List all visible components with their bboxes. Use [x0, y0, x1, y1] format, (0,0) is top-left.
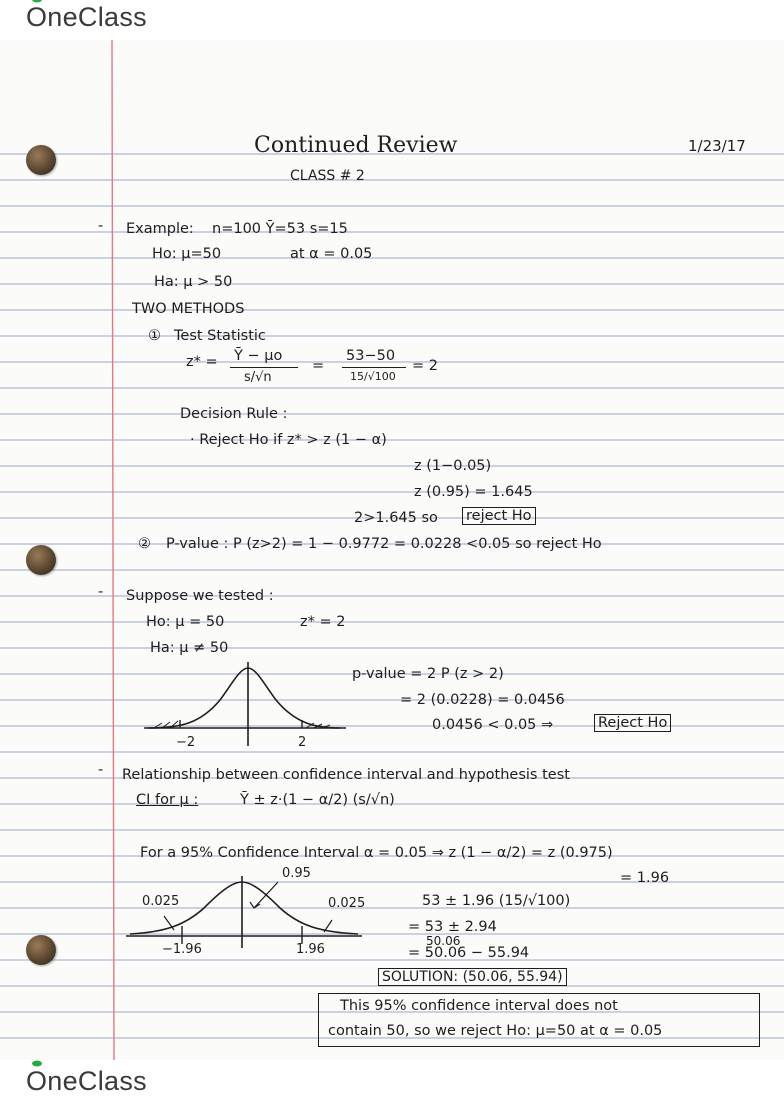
decision-rule: Decision Rule :	[180, 406, 288, 422]
ci-step-2: = 53 ± 2.94	[408, 919, 497, 935]
ci-step-3: = 50.06 − 55.94	[408, 945, 530, 961]
suppose-alt: Ha: μ ≠ 50	[150, 640, 229, 656]
label-0025-left: 0.025	[142, 894, 180, 909]
oneclass-logo-top	[26, 2, 147, 33]
z-equals: =	[312, 358, 325, 374]
bullet-dash: -	[98, 584, 104, 600]
punch-hole	[26, 145, 56, 175]
z-value-196: = 1.96	[620, 870, 670, 886]
oneclass-logo-bottom	[26, 1066, 147, 1097]
example-label: Example:	[126, 221, 194, 237]
reject-condition: · Reject Ho if z* > z (1 − α)	[190, 432, 387, 448]
page-title: Continued Review	[254, 133, 458, 158]
punch-hole	[26, 935, 56, 965]
solution-box: SOLUTION: (50.06, 55.94)	[378, 968, 567, 986]
fraction-bar	[342, 367, 406, 368]
method-1-title: Test Statistic	[174, 328, 266, 344]
suppose-null: Ho: μ = 50	[146, 614, 225, 630]
p-value-two-sided: p-value = 2 P (z > 2)	[352, 666, 504, 682]
method-2-number: ②	[138, 536, 151, 552]
tick-positive-2: 2	[298, 735, 307, 750]
reject-box-2: Reject Ho	[594, 714, 671, 732]
z-result: = 2	[412, 358, 438, 374]
suppose-z-star: z* = 2	[300, 614, 346, 630]
two-tailed-normal-curve	[140, 658, 350, 748]
two-methods: TWO METHODS	[132, 301, 245, 317]
p-value-compare: 0.0456 < 0.05 ⇒	[432, 717, 554, 733]
label-095: 0.95	[282, 866, 311, 881]
alpha-level: at α = 0.05	[290, 246, 373, 262]
ci-step-1: 53 ± 1.96 (15/√100)	[422, 893, 571, 909]
z-denominator-values: 15/√100	[350, 370, 396, 383]
tick-negative-196: −1.96	[162, 942, 202, 957]
z-numerator: Ȳ − μo	[234, 348, 283, 364]
leaf-icon	[32, 1060, 42, 1067]
ci-step-3-correction: 50.06	[426, 934, 461, 948]
comparison: 2>1.645 so	[354, 510, 438, 526]
bullet-dash: -	[98, 762, 104, 778]
margin-line	[112, 40, 114, 1060]
ci-label: CI for μ :	[136, 792, 199, 808]
tick-positive-196: 1.96	[296, 942, 325, 957]
fraction-bar	[230, 367, 298, 368]
tick-negative-2: −2	[176, 735, 196, 750]
relationship-heading: Relationship between confidence interval and hypothesis test	[122, 767, 570, 783]
conclusion-line-1: This 95% confidence interval does not	[340, 998, 618, 1014]
p-value-calc: = 2 (0.0228) = 0.0456	[400, 692, 565, 708]
reject-box: reject Ho	[462, 507, 536, 525]
punch-hole	[26, 545, 56, 575]
z-step-2: z (0.95) = 1.645	[414, 484, 533, 500]
page-date: 1/23/17	[688, 137, 746, 155]
brand-name: OneClass	[26, 2, 147, 32]
ci-formula: Ȳ ± z·(1 − α/2) (s/√n)	[240, 792, 395, 808]
p-value-line: P-value : P (z>2) = 1 − 0.9772 = 0.0228 <0.05 so reject Ho	[166, 536, 602, 552]
z-denominator: s/√n	[244, 370, 272, 385]
label-0025-right: 0.025	[328, 896, 366, 911]
notebook-page	[0, 40, 784, 1060]
ci-95-line: For a 95% Confidence Interval α = 0.05 ⇒ z (1 − α/2) = z (0.975)	[140, 845, 613, 861]
suppose-tested: Suppose we tested :	[126, 588, 274, 604]
z-star-label: z* =	[186, 354, 218, 370]
page-subtitle: CLASS # 2	[290, 168, 365, 184]
brand-name: OneClass	[26, 1066, 147, 1096]
z-step-1: z (1−0.05)	[414, 458, 492, 474]
method-1-number: ①	[148, 328, 161, 344]
leaf-icon	[32, 0, 42, 3]
conclusion-line-2: contain 50, so we reject Ho: μ=50 at α = 0.05	[328, 1023, 663, 1039]
z-numerator-values: 53−50	[346, 348, 396, 364]
null-hypothesis: Ho: μ=50	[152, 246, 222, 262]
bullet-dash: -	[98, 218, 104, 234]
alt-hypothesis: Ha: μ > 50	[154, 274, 233, 290]
example-values: n=100 Ȳ=53 s=15	[212, 221, 348, 237]
